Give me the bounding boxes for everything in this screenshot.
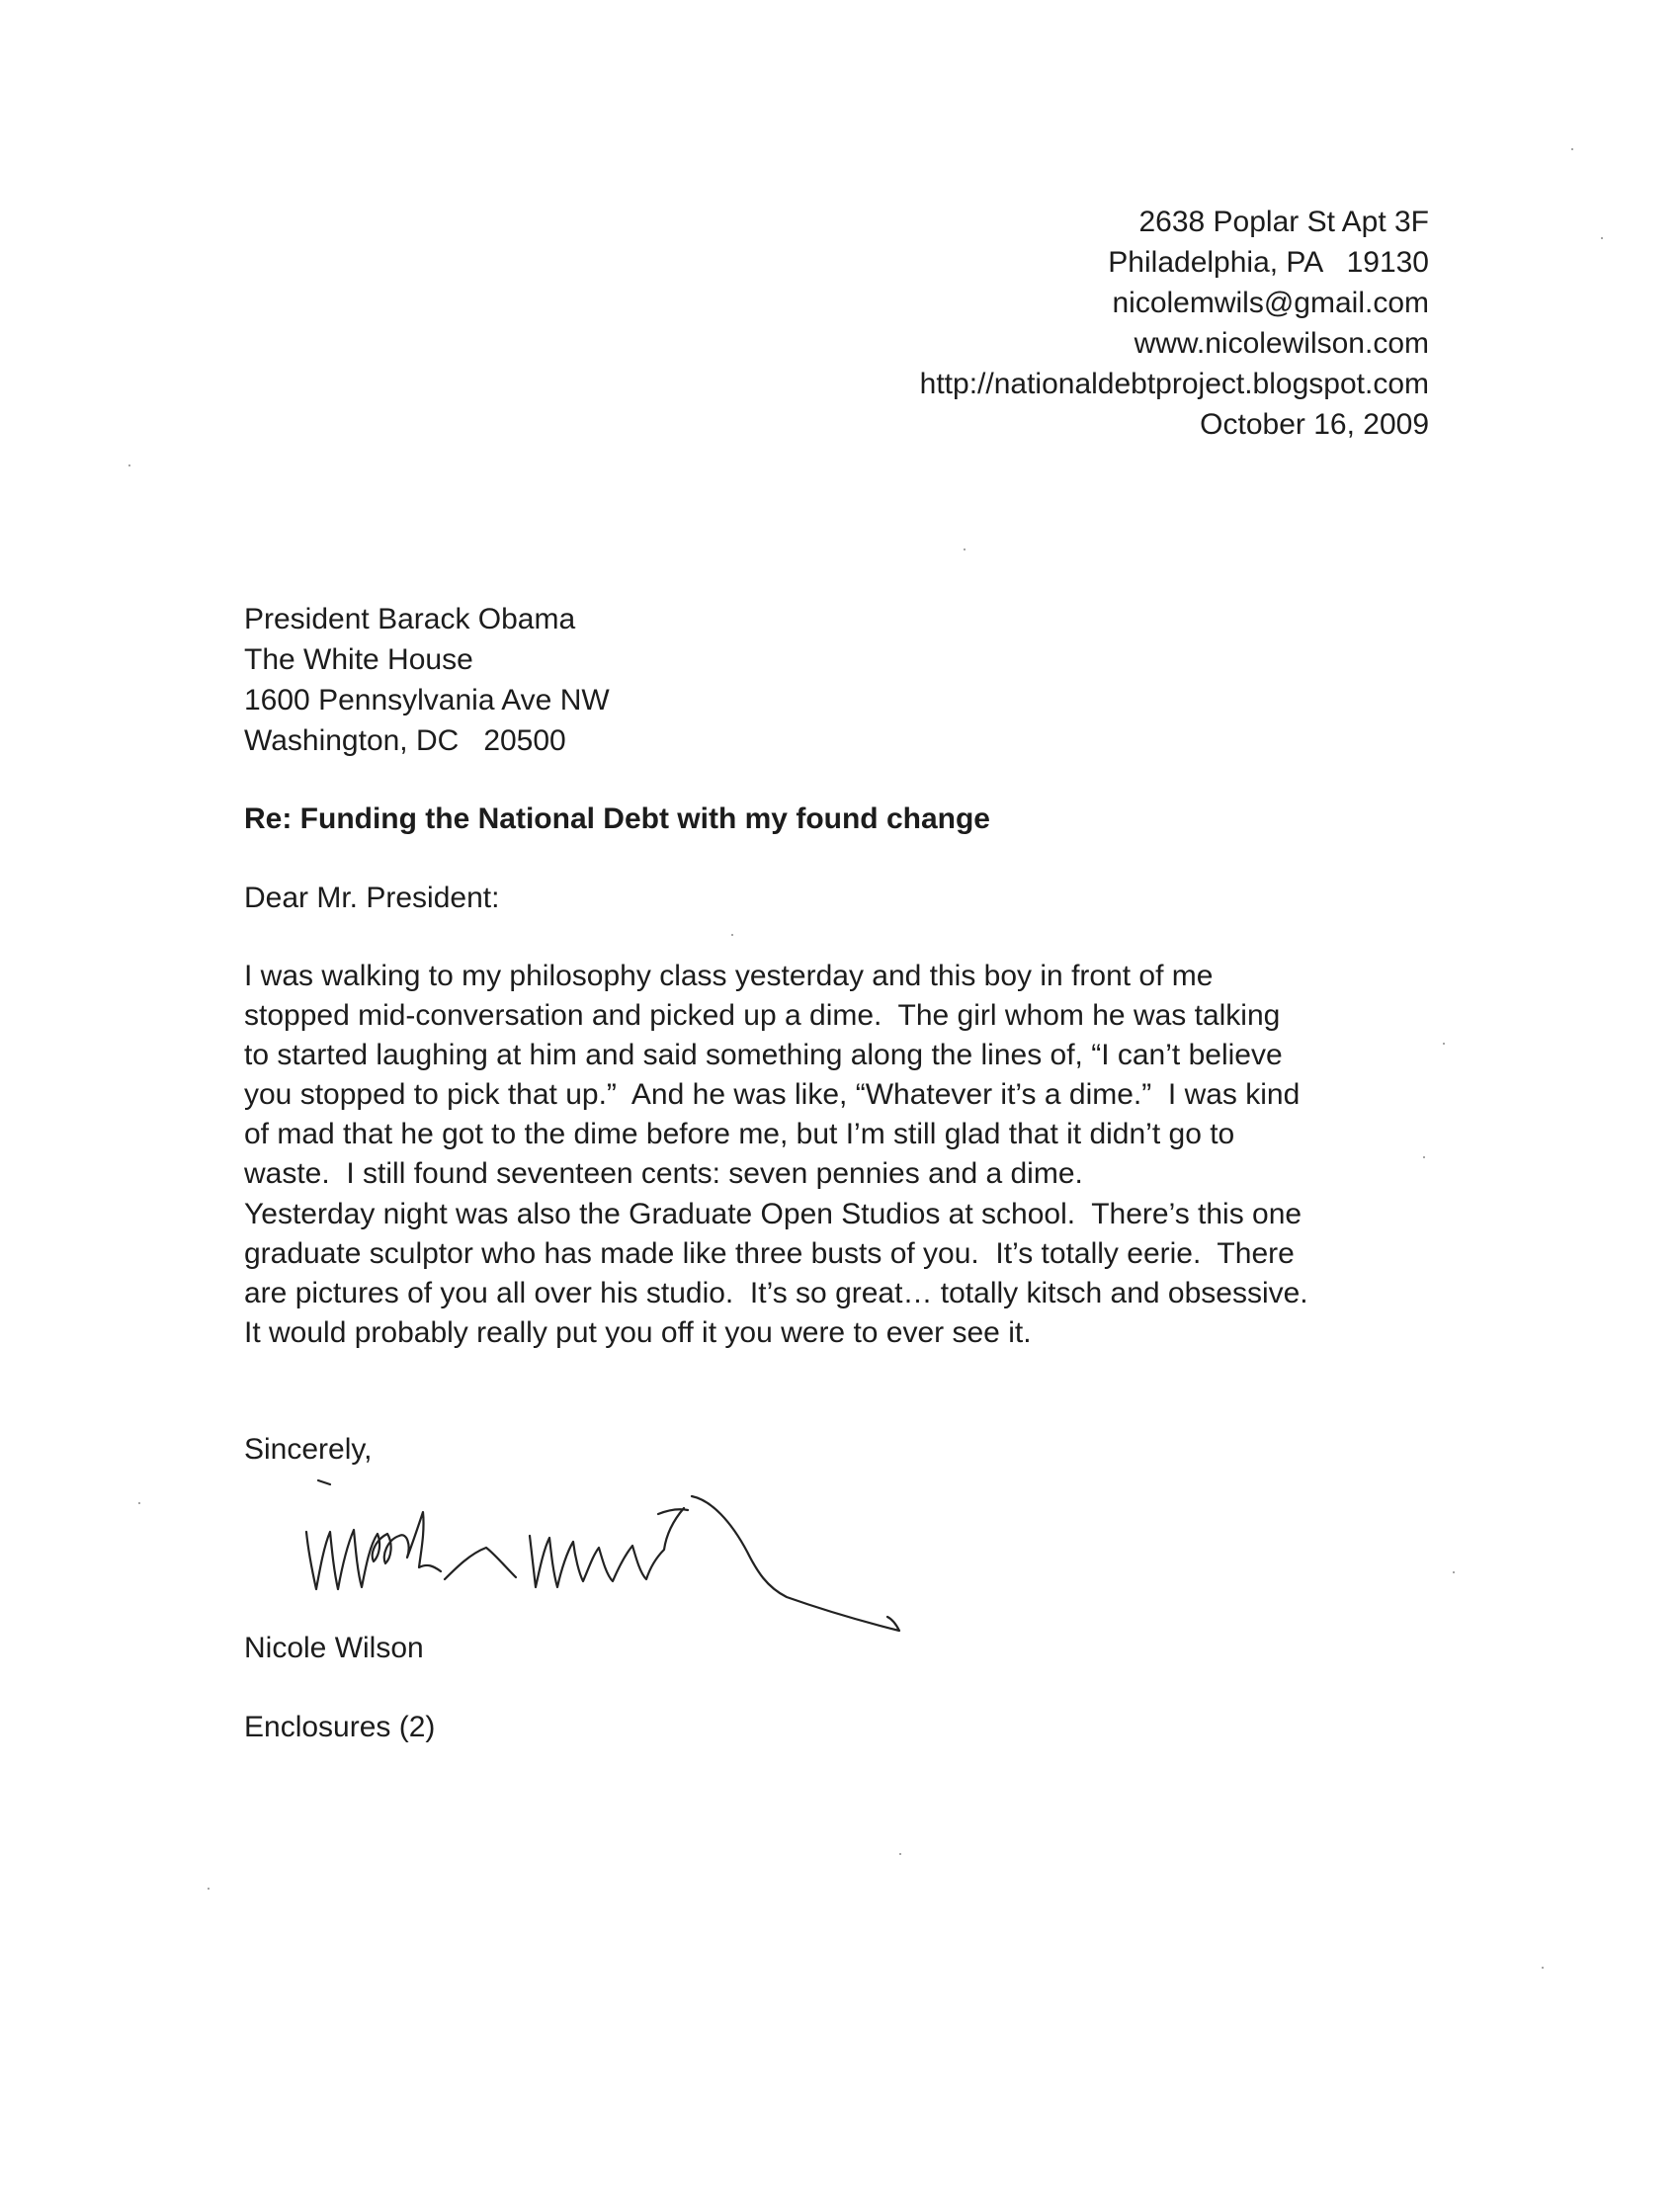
recipient-organization: The White House: [244, 643, 473, 676]
body-paragraph-1: [244, 957, 1300, 1194]
sender-address-line1: 2638 Poplar St Apt 3F: [1138, 206, 1429, 238]
body-line: are pictures of you all over his studio. It’s so great… totally kitsch and obsessive.: [244, 1277, 1308, 1309]
body-line: It would probably really put you off it you were to ever see it.: [244, 1316, 1032, 1349]
scan-speck: [964, 548, 966, 550]
body-line: I was walking to my philosophy class yesterday and this boy in front of me: [244, 960, 1214, 992]
signer-name: Nicole Wilson: [244, 1632, 424, 1664]
scan-speck: [1542, 1967, 1544, 1969]
scan-speck: [128, 464, 130, 466]
scan-speck: [138, 1502, 140, 1504]
scan-speck: [731, 934, 733, 936]
subject-line: Re: Funding the National Debt with my found change: [244, 802, 990, 835]
enclosures-note: Enclosures (2): [244, 1711, 436, 1743]
body-line: waste. I still found seventeen cents: seven pennies and a dime.: [244, 1157, 1083, 1190]
body-line: of mad that he got to the dime before me, but I’m still glad that it didn’t go to: [244, 1118, 1235, 1150]
salutation: Dear Mr. President:: [244, 882, 500, 914]
sender-address-line2: Philadelphia, PA 19130: [1108, 246, 1429, 279]
recipient-address-block: [244, 599, 610, 761]
sender-email: nicolemwils@gmail.com: [1112, 287, 1429, 319]
recipient-city-line: Washington, DC 20500: [244, 724, 566, 757]
body-line: stopped mid-conversation and picked up a dime. The girl whom he was talking: [244, 999, 1281, 1032]
body-paragraph-2: [244, 1195, 1308, 1353]
handwritten-signature: [296, 1473, 1087, 1641]
scan-speck: [1423, 1156, 1425, 1158]
letter-date: October 16, 2009: [1200, 408, 1429, 441]
scan-speck: [1443, 1043, 1445, 1045]
recipient-street: 1600 Pennsylvania Ave NW: [244, 684, 610, 717]
closing: Sincerely,: [244, 1433, 373, 1466]
body-line: Yesterday night was also the Graduate Open Studios at school. There’s this one: [244, 1198, 1302, 1230]
scan-speck: [1453, 1571, 1455, 1573]
sender-address-block: [920, 202, 1429, 445]
body-line: you stopped to pick that up.” And he was like, “Whatever it’s a dime.” I was kind: [244, 1078, 1301, 1111]
sender-website: www.nicolewilson.com: [1134, 327, 1429, 360]
scan-speck: [899, 1853, 901, 1855]
scan-speck: [1571, 148, 1573, 150]
scan-speck: [208, 1888, 210, 1890]
sender-blog: http://nationaldebtproject.blogspot.com: [919, 368, 1429, 400]
scan-speck: [1601, 237, 1603, 239]
recipient-name: President Barack Obama: [244, 603, 576, 635]
body-line: graduate sculptor who has made like three busts of you. It’s totally eerie. There: [244, 1237, 1295, 1270]
body-line: to started laughing at him and said something along the lines of, “I can’t believe: [244, 1039, 1283, 1071]
